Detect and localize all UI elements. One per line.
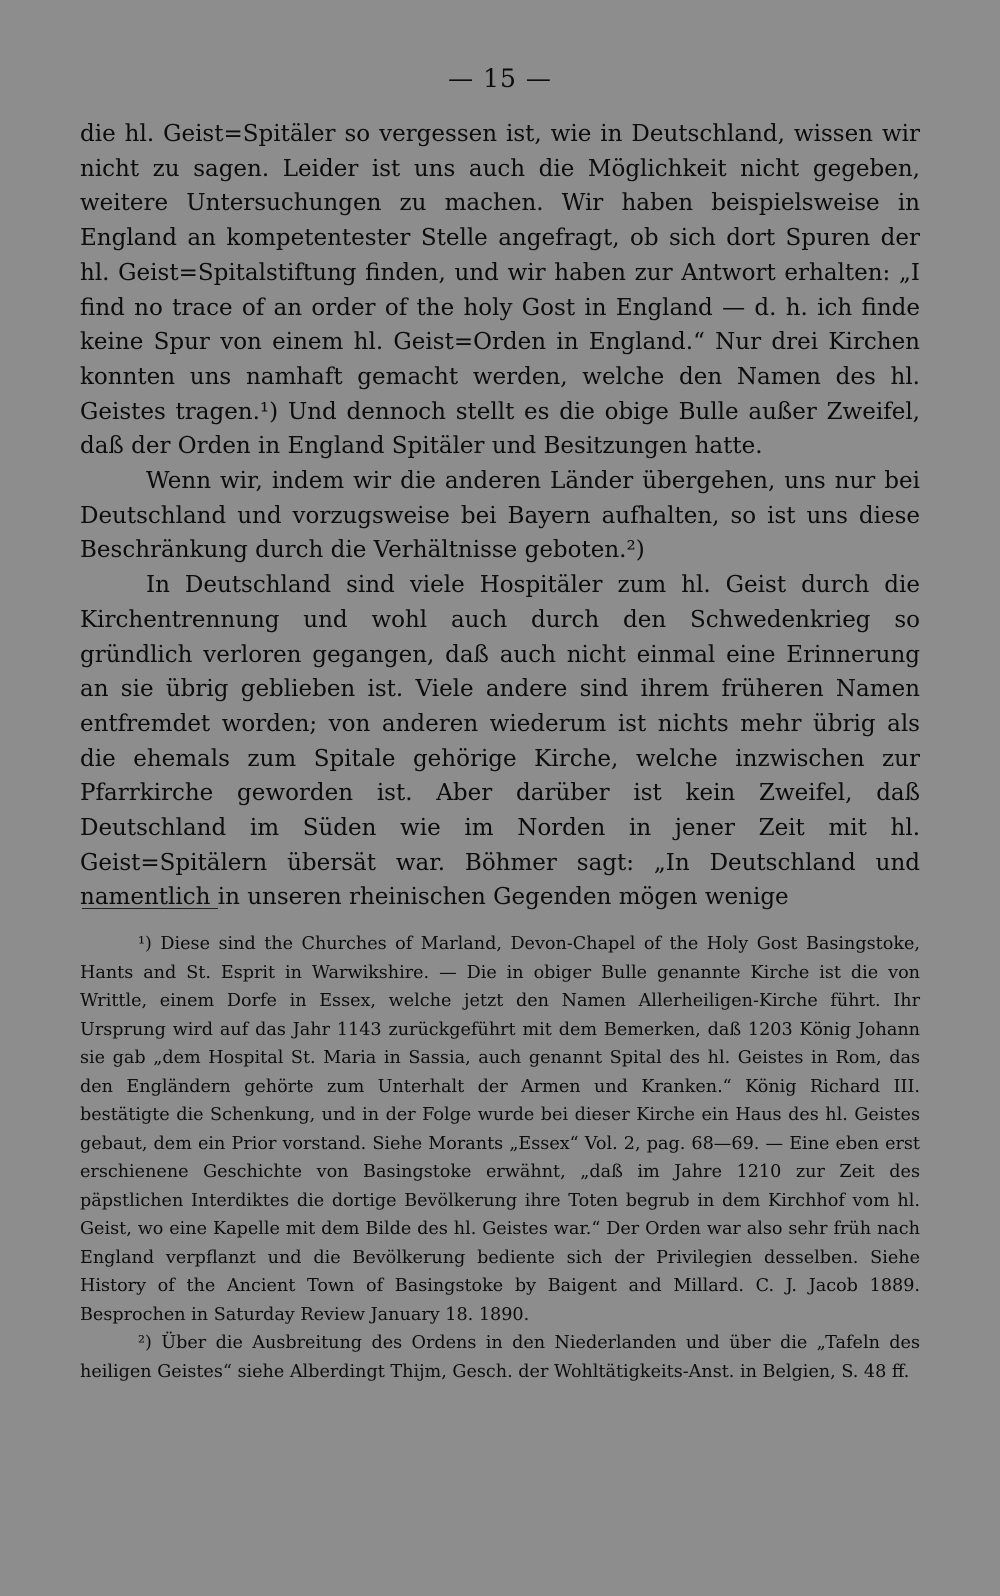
main-text	[80, 117, 920, 915]
footnote-1: ¹) Diese sind the Churches of Marland, Devon-Chapel of the Holy Gost Basingstoke, Hants and St. Esprit in Warwikshire. — Die in obiger Bulle genannte Kirche ist die von Writtle, einem Dorfe in Essex, welche jetzt den Namen Allerheiligen-Kirche führt. Ihr Ursprung wird auf das Jahr 1143 zurückgeführt mit dem Bemerken, daß 1203 König Johann sie gab „dem Hospital St. Maria in Sassia, auch genannt Spital des hl. Geistes in Rom, das den Engländern gehörte zum Unterhalt der Armen und Kranken.“ König Richard III. bestätigte die Schenkung, und in der Folge wurde bei dieser Kirche ein Haus des hl. Geistes gebaut, dem ein Prior vorstand. Siehe Morants „Essex“ Vol. 2, pag. 68—69. — Eine eben erst erschienene Geschichte von Basingstoke erwähnt, „daß im Jahre 1210 zur Zeit des päpstlichen Interdiktes die dortige Bevölkerung ihre Toten begrub in dem Kirchhof vom hl. Geist, wo eine Kapelle mit dem Bilde des hl. Geistes war.“ Der Orden war also sehr früh nach England verpflanzt und die Bevölkerung bediente sich der Privilegien desselben. Siehe History of the Ancient Town of Basingstoke by Baigent and Millard. C. J. Jacob 1889. Besprochen in Saturday Review January 18. 1890.	[80, 934, 920, 1325]
page-number: — 15 —	[448, 64, 552, 93]
paragraph-2: Wenn wir, indem wir die anderen Länder übergehen, uns nur bei Deutschland und vorzugsweise bei Bayern aufhalten, so ist uns diese Beschränkung durch die Verhältnisse geboten.²)	[80, 468, 920, 564]
footnote-2: ²) Über die Ausbreitung des Ordens in den Niederlanden und über die „Tafeln des heiligen Geistes“ siehe Alberdingt Thijm, Gesch. der Wohltätigkeits-Anst. in Belgien, S. 48 ff.	[80, 1333, 920, 1382]
footnotes	[80, 930, 920, 1386]
paragraph-3: In Deutschland sind viele Hospitäler zum hl. Geist durch die Kirchentrennung und wohl auch durch den Schwedenkrieg so gründlich verloren gegangen, daß auch nicht einmal eine Erinnerung an sie übrig geblieben ist. Viele andere sind ihrem früheren Namen entfremdet worden; von anderen wiederum ist nichts mehr übrig als die ehemals zum Spitale gehörige Kirche, welche inzwischen zur Pfarrkirche geworden ist. Aber darüber ist kein Zweifel, daß Deutschland im Süden wie im Norden in jener Zeit mit hl. Geist=Spitälern übersät war. Böhmer sagt: „In Deutschland und namentlich in unseren rheinischen Gegenden mögen wenige	[80, 572, 920, 911]
paragraph-1: die hl. Geist=Spitäler so vergessen ist, wie in Deutschland, wissen wir nicht zu sagen. Leider ist uns auch die Möglichkeit nicht gegeben, weitere Untersuchungen zu machen. Wir haben beispielsweise in England an kompetentester Stelle angefragt, ob sich dort Spuren der hl. Geist=Spitalstiftung finden, und wir haben zur Antwort erhalten: „I find no trace of an order of the holy Gost in England — d. h. ich finde keine Spur von einem hl. Geist=Orden in England.“ Nur drei Kirchen konnten uns namhaft gemacht werden, welche den Namen des hl. Geistes tragen.¹) Und dennoch stellt es die obige Bulle außer Zweifel, daß der Orden in England Spitäler und Besitzungen hatte.	[80, 121, 920, 460]
footnote-separator	[82, 908, 218, 909]
